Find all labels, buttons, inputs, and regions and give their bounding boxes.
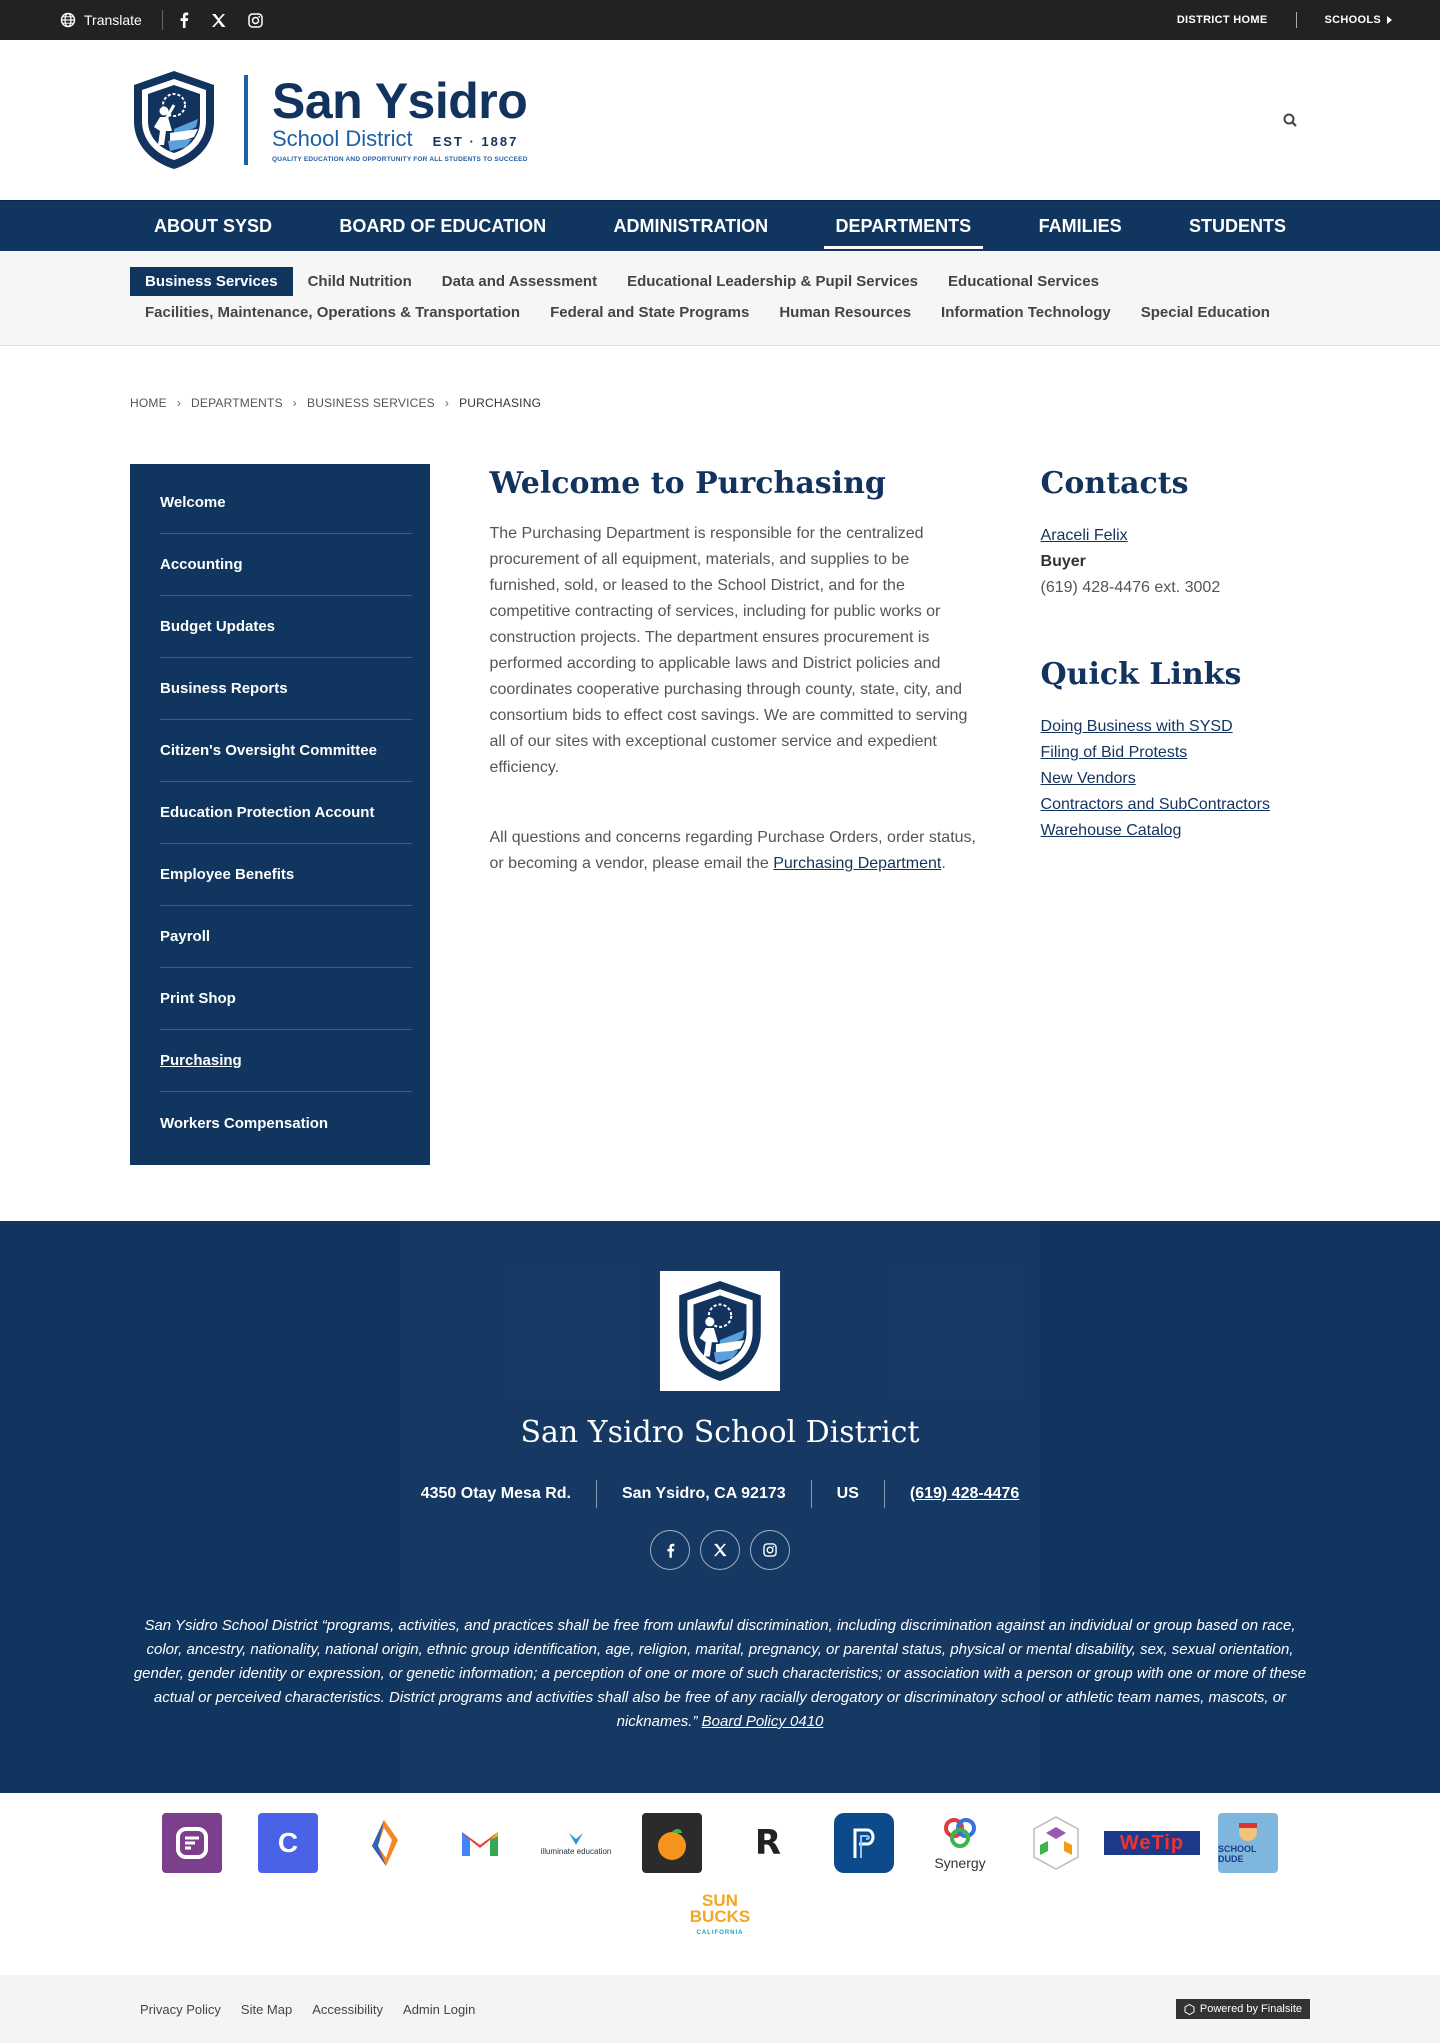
app-links <box>0 1793 1440 1975</box>
purchasing-department-link[interactable]: Purchasing Department <box>773 855 942 872</box>
bottom-bar <box>0 1975 1440 2043</box>
sidebar-item-label: Accounting <box>160 556 243 573</box>
site-map-link[interactable]: Site Map <box>240 2001 293 2017</box>
site-footer <box>0 1221 1440 1793</box>
app-link-powerschool[interactable] <box>816 1813 912 1873</box>
contacts-heading: Contacts <box>1040 466 1189 501</box>
nav-students[interactable]: STUDENTS <box>1188 215 1286 236</box>
accessibility-link[interactable]: Accessibility <box>312 2001 384 2017</box>
subnav-educational-leadership[interactable]: Educational Leadership & Pupil Services <box>627 273 919 290</box>
shield-logo-icon <box>130 69 218 171</box>
sidebar-item-label: Workers Compensation <box>160 1114 329 1132</box>
admin-login-link[interactable]: Admin Login <box>403 2001 476 2017</box>
breadcrumb <box>0 346 1440 410</box>
quick-links-list <box>1041 714 1310 844</box>
s-logo-icon <box>174 1825 210 1861</box>
app-link-illuminate[interactable] <box>528 1813 624 1873</box>
sidebar-item-label: Education Protection Account <box>160 804 375 821</box>
facebook-icon <box>666 1543 675 1558</box>
district-name: San Ysidro <box>272 72 528 129</box>
finalsite-icon <box>1184 2004 1195 2015</box>
app-link-synergy[interactable] <box>912 1813 1008 1873</box>
sidebar-item-label: Payroll <box>160 928 211 945</box>
synergy-logo <box>934 1816 985 1871</box>
x-twitter-icon <box>713 1543 727 1557</box>
hexagon-logo-icon <box>1030 1815 1082 1871</box>
footer-logo[interactable] <box>660 1271 780 1391</box>
app-link-peach[interactable] <box>624 1813 720 1873</box>
quick-links-heading: Quick Links <box>1040 657 1242 692</box>
sidebar-item-label: Print Shop <box>160 990 236 1007</box>
caret-right-icon <box>1387 16 1392 24</box>
app-link-3[interactable] <box>336 1813 432 1873</box>
nav-families[interactable]: FAMILIES <box>1038 215 1122 236</box>
department-subnav <box>0 251 1440 346</box>
app-tile-icon <box>162 1813 222 1873</box>
powered-label: Powered by Finalsite <box>1199 2003 1302 2015</box>
established-year: EST · 1887 <box>432 133 519 149</box>
subnav-federal-state-programs[interactable]: Federal and State Programs <box>550 304 750 321</box>
sidebar-item-print-shop[interactable] <box>160 968 412 1030</box>
nondiscrimination-policy <box>0 1614 1440 1734</box>
app-link-r[interactable] <box>720 1813 816 1873</box>
sidebar-item-label: Welcome <box>160 494 226 511</box>
gmail-icon <box>460 1828 500 1858</box>
divider <box>596 1480 597 1508</box>
subnav-child-nutrition[interactable]: Child Nutrition <box>307 273 412 290</box>
schooldude-logo <box>1218 1813 1278 1873</box>
chevron-right-icon: › <box>444 396 450 410</box>
breadcrumb-home[interactable]: HOME <box>130 396 167 410</box>
peach-icon <box>642 1813 702 1873</box>
nav-about[interactable]: ABOUT SYSD <box>154 215 273 236</box>
quick-link-new-vendors[interactable]: New Vendors <box>1040 770 1136 787</box>
subnav-facilities[interactable]: Facilities, Maintenance, Operations & Transportation <box>145 304 521 321</box>
sidebar-item-employee-benefits[interactable] <box>160 844 412 906</box>
nav-administration[interactable]: ADMINISTRATION <box>613 215 769 236</box>
quick-link-bid-protests[interactable]: Filing of Bid Protests <box>1040 744 1188 761</box>
footer-instagram-button[interactable] <box>750 1530 790 1570</box>
district-subname: School District <box>272 125 413 151</box>
app-link-wetip[interactable] <box>1104 1813 1200 1873</box>
globe-icon <box>60 12 76 28</box>
synergy-label: Synergy <box>934 1854 986 1871</box>
sidebar-item-oversight-committee[interactable] <box>160 720 412 782</box>
sidebar-item-label: Budget Updates <box>160 618 276 635</box>
nav-departments[interactable]: DEPARTMENTS <box>824 201 984 251</box>
contact-paragraph-text: All questions and concerns regarding Purchase Orders, order status, or becoming a vendor, please email the <box>489 829 976 872</box>
district-tagline: QUALITY EDUCATION AND OPPORTUNITY FOR ALL STUDENTS TO SUCCEED <box>272 155 528 163</box>
instagram-icon <box>763 1543 777 1557</box>
sidebar-item-welcome[interactable] <box>160 472 412 534</box>
sidebar-item-label: Business Reports <box>160 680 288 697</box>
breadcrumb-departments[interactable]: DEPARTMENTS <box>191 396 283 410</box>
sidebar-item-purchasing[interactable] <box>160 1030 412 1092</box>
footer-phone-link[interactable]: (619) 428-4476 <box>909 1485 1020 1502</box>
r-logo-icon: R <box>754 1823 782 1863</box>
footer-country: US <box>836 1485 859 1502</box>
utility-bar <box>0 0 1440 40</box>
subnav-information-technology[interactable]: Information Technology <box>941 304 1111 321</box>
schooldude-label: SCHOOL DUDE <box>1218 1844 1257 1864</box>
subnav-educational-services[interactable]: Educational Services <box>948 273 1099 290</box>
instagram-icon[interactable] <box>248 13 263 28</box>
leaf-icon <box>567 1831 585 1845</box>
divider <box>1296 12 1297 28</box>
logo-divider <box>244 75 248 165</box>
footer-x-button[interactable] <box>700 1530 740 1570</box>
contact-role: Buyer <box>1040 553 1086 570</box>
chevron-right-icon: › <box>176 396 182 410</box>
powerschool-icon <box>834 1813 894 1873</box>
x-twitter-icon[interactable] <box>211 13 226 28</box>
divider <box>811 1480 812 1508</box>
sidebar-item-payroll[interactable] <box>160 906 412 968</box>
footer-district-name: San Ysidro School District <box>520 1415 920 1450</box>
sidebar-item-workers-compensation[interactable] <box>160 1092 412 1154</box>
subnav-special-education[interactable]: Special Education <box>1140 304 1270 321</box>
translate-button[interactable] <box>60 10 163 30</box>
shield-logo-icon <box>674 1279 766 1383</box>
sunbucks-logo <box>672 1893 768 1941</box>
page-content <box>0 410 1440 1221</box>
illuminate-label: illuminate education <box>540 1846 612 1856</box>
wetip-logo: WeTip <box>1104 1831 1200 1855</box>
subnav-human-resources[interactable]: Human Resources <box>779 304 912 321</box>
synergy-icon <box>941 1816 979 1850</box>
nav-board-of-education[interactable]: BOARD OF EDUCATION <box>339 215 547 236</box>
flame-logo-icon <box>364 1818 404 1868</box>
contact-name-link[interactable]: Araceli Felix <box>1040 527 1128 544</box>
chevron-right-icon: › <box>292 396 297 410</box>
quick-link-doing-business[interactable]: Doing Business with SYSD <box>1040 718 1233 735</box>
subnav-business-services[interactable]: Business Services <box>130 267 293 296</box>
section-sidebar <box>130 464 430 1165</box>
contact-card <box>1041 523 1310 601</box>
sidebar-item-education-protection[interactable] <box>160 782 412 844</box>
app-link-sunbucks[interactable] <box>672 1887 768 1947</box>
board-policy-link[interactable]: Board Policy 0410 <box>701 1713 824 1730</box>
app-link-schooldude[interactable] <box>1200 1813 1296 1873</box>
sunbucks-label: SUN BUCKS <box>689 1891 751 1926</box>
footer-facebook-button[interactable] <box>650 1530 690 1570</box>
schools-dropdown[interactable] <box>1325 14 1393 26</box>
app-link-gmail[interactable] <box>432 1813 528 1873</box>
illuminate-logo <box>541 1831 612 1856</box>
contact-paragraph <box>490 825 977 877</box>
sidebar-item-budget-updates[interactable] <box>160 596 412 658</box>
intro-paragraph: The Purchasing Department is responsible for the centralized procurement of all equipment, materials, and supplies to be furnished, sold, or leased to the School District, and for the competitive contracting of services, including for public works or construction projects. The department ensures procurement is performed according to applicable laws and District policies and coordinates cooperative purchasing through county, state, city, and consortium bids to effect cost savings. We are committed to serving all of our sites with exceptional customer service and expedient efficiency. <box>489 525 968 776</box>
footer-street: 4350 Otay Mesa Rd. <box>420 1485 571 1502</box>
subnav-data-assessment[interactable]: Data and Assessment <box>441 273 598 290</box>
right-column <box>1041 464 1310 1165</box>
sidebar-item-business-reports[interactable] <box>160 658 412 720</box>
schools-label: SCHOOLS <box>1324 14 1381 26</box>
contact-phone: (619) 428-4476 ext. 3002 <box>1040 579 1221 596</box>
app-link-clever[interactable] <box>240 1813 336 1873</box>
search-button[interactable] <box>1278 108 1302 132</box>
breadcrumb-current: PURCHASING <box>459 396 542 410</box>
powered-by-finalsite[interactable] <box>1176 1999 1310 2019</box>
sidebar-item-label: Citizen's Oversight Committee <box>160 742 377 759</box>
translate-label: Translate <box>84 12 142 28</box>
divider <box>884 1480 885 1508</box>
clever-icon: C <box>258 1813 318 1873</box>
paragraph-end: . <box>941 855 946 872</box>
sidebar-item-label: Employee Benefits <box>160 866 295 883</box>
site-header <box>0 40 1440 200</box>
sidebar-item-accounting[interactable] <box>160 534 412 596</box>
breadcrumb-business-services[interactable]: BUSINESS SERVICES <box>307 396 435 410</box>
footer-address <box>0 1480 1440 1508</box>
quick-link-warehouse-catalog[interactable]: Warehouse Catalog <box>1040 822 1182 839</box>
search-icon <box>1283 113 1297 127</box>
mascot-icon <box>1233 1822 1263 1844</box>
page-title: Welcome to Purchasing <box>489 466 886 501</box>
district-logo[interactable] <box>130 69 528 171</box>
app-link-hex[interactable] <box>1008 1813 1104 1873</box>
main-article <box>490 464 977 1165</box>
sidebar-item-label: Purchasing <box>160 1052 242 1069</box>
footer-social <box>0 1530 1440 1570</box>
app-link-1[interactable] <box>144 1813 240 1873</box>
quick-link-contractors[interactable]: Contractors and SubContractors <box>1040 796 1270 813</box>
policy-text: San Ysidro School District “programs, activities, and practices shall be free from unlawful discrimination, including discrimination against an individual or group based on race, color, ancestry, nationality, national origin, ethnic group identification, age, religion, marital, pregnancy, or parental status, physical or mental disability, sex, sexual orientation, gender, gender identity or expression, or genetic information; a perception of one or more of such characteristics; or association with a person or group with one or more of these actual or perceived characteristics. District programs and activities shall also be free of any racially derogatory or discriminatory school or athletic team names, mascots, or nicknames.” <box>133 1617 1307 1730</box>
district-home-link[interactable]: DISTRICT HOME <box>1176 14 1268 26</box>
sunbucks-sub-label: CALIFORNIA <box>696 1930 744 1936</box>
facebook-icon[interactable] <box>179 12 189 28</box>
privacy-policy-link[interactable]: Privacy Policy <box>140 2001 221 2017</box>
main-navigation <box>0 200 1440 251</box>
footer-city: San Ysidro, CA 92173 <box>622 1485 786 1502</box>
